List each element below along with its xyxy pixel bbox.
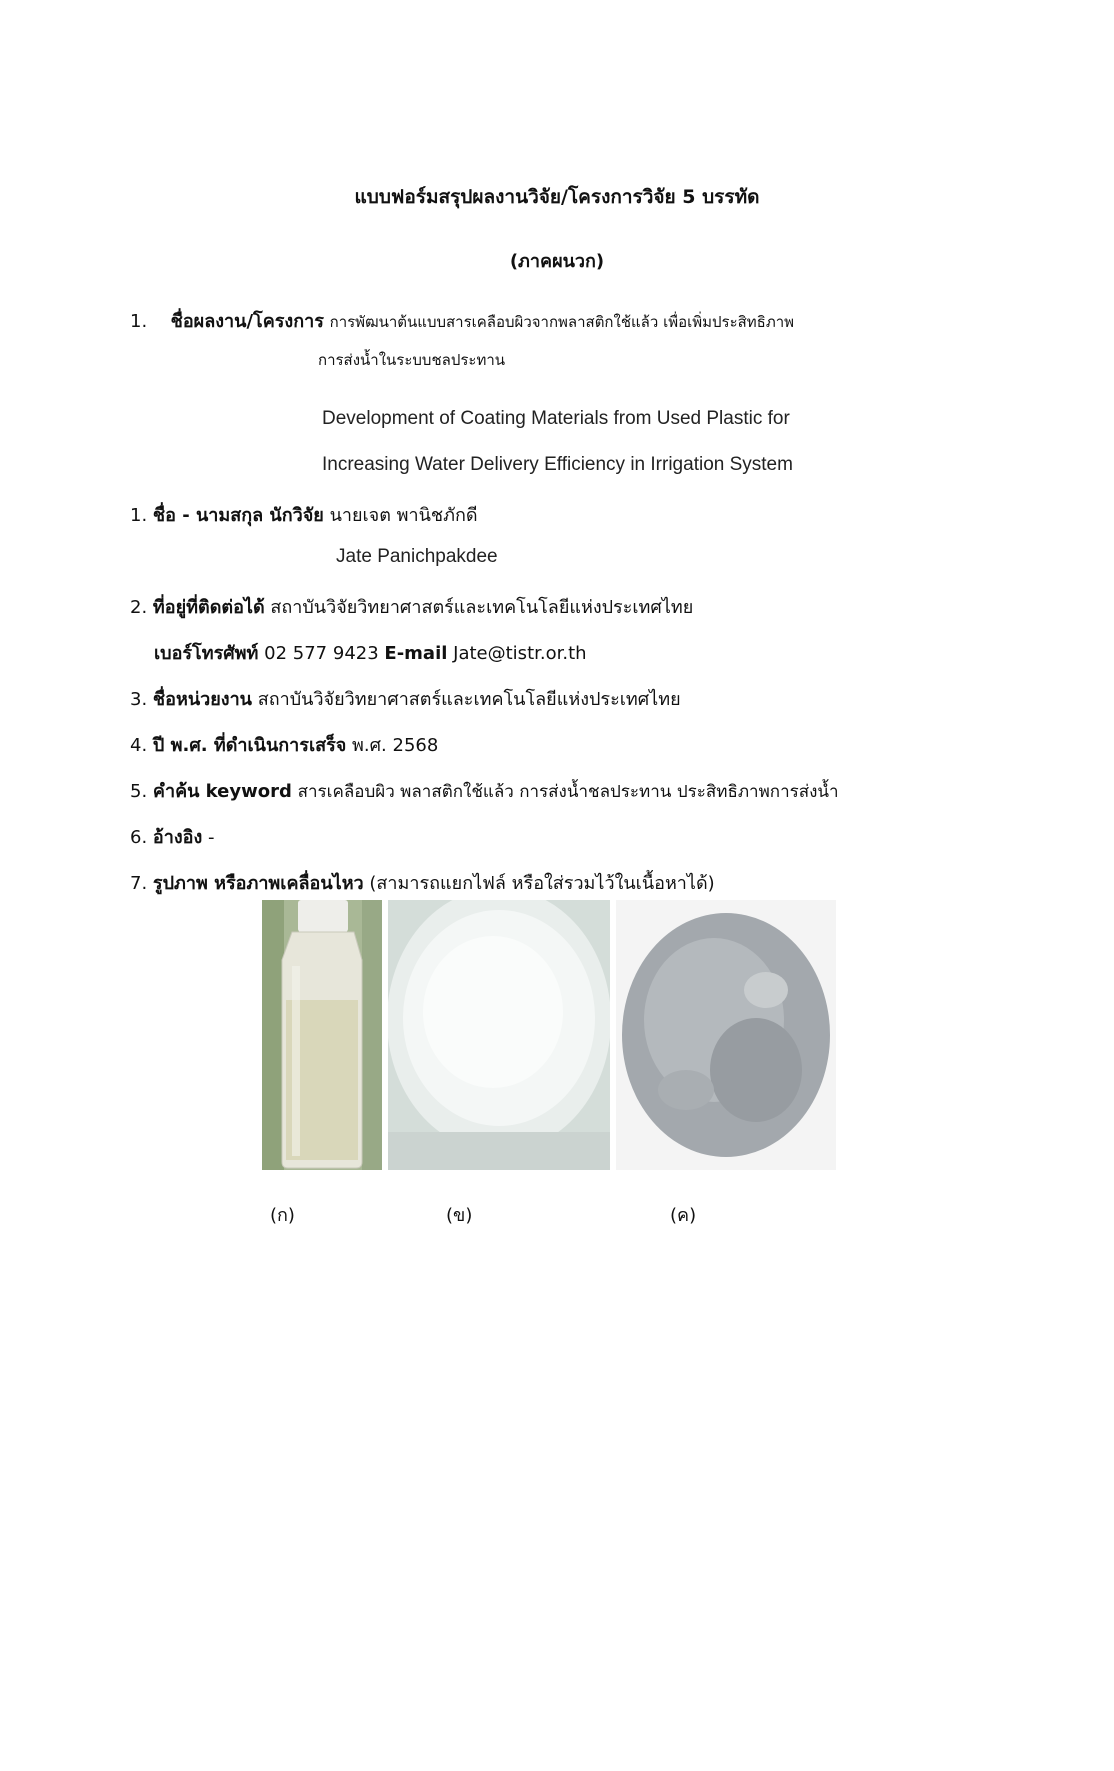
year-row bbox=[130, 730, 438, 759]
address-row bbox=[130, 592, 693, 621]
caption-a: (ก) bbox=[270, 1205, 295, 1226]
address-num: 2. bbox=[130, 597, 148, 618]
keyword-label: คำค้น keyword bbox=[152, 781, 292, 802]
project-num: 1. bbox=[130, 311, 148, 332]
address-value: สถาบันวิจัยวิทยาศาสตร์และเทคโนโลยีแห่งประเทศไทย bbox=[270, 597, 694, 618]
reference-num: 6. bbox=[130, 827, 148, 848]
images-note: (สามารถแยกไฟล์ หรือใส่รวมไว้ในเนื้อหาได้) bbox=[369, 873, 715, 894]
project-value-th-1: การพัฒนาต้นแบบสารเคลือบผิวจากพลาสติกใช้แล้ว เพื่อเพิ่มประสิทธิภาพ bbox=[329, 313, 795, 331]
email-label: E-mail bbox=[384, 643, 448, 664]
keyword-num: 5. bbox=[130, 781, 148, 802]
keyword-value: สารเคลือบผิว พลาสติกใช้แล้ว การส่งน้ำชลประทาน ประสิทธิภาพการส่งน้ำ bbox=[297, 782, 839, 802]
year-num: 4. bbox=[130, 735, 148, 756]
project-row bbox=[130, 306, 794, 335]
photo-bottle bbox=[262, 900, 382, 1170]
white-powder-illustration bbox=[388, 900, 610, 1170]
researcher-value-en: Jate Panichpakdee bbox=[336, 546, 498, 567]
caption-c: (ค) bbox=[670, 1205, 697, 1226]
reference-row bbox=[130, 822, 214, 851]
photo-grey-powder bbox=[616, 900, 836, 1170]
year-label: ปี พ.ศ. ที่ดำเนินการเสร็จ bbox=[152, 735, 347, 756]
researcher-num: 1. bbox=[130, 505, 148, 526]
researcher-label: ชื่อ - นามสกุล นักวิจัย bbox=[152, 505, 324, 526]
agency-label: ชื่อหน่วยงาน bbox=[152, 689, 252, 710]
project-value-en-1: Development of Coating Materials from Used Plastic for bbox=[322, 408, 790, 429]
page-title: แบบฟอร์มสรุปผลงานวิจัย/โครงการวิจัย 5 บรรทัด bbox=[354, 186, 760, 208]
agency-num: 3. bbox=[130, 689, 148, 710]
project-value-th-2: การส่งน้ำในระบบชลประทาน bbox=[318, 351, 506, 369]
project-value-en-2: Increasing Water Delivery Efficiency in Irrigation System bbox=[322, 454, 793, 475]
project-label: ชื่อผลงาน/โครงการ bbox=[170, 311, 324, 332]
images-num: 7. bbox=[130, 873, 148, 894]
keyword-row bbox=[130, 776, 839, 805]
contact-row bbox=[154, 638, 587, 667]
phone-value: 02 577 9423 bbox=[264, 643, 379, 664]
reference-label: อ้างอิง bbox=[152, 827, 203, 848]
researcher-value-th: นายเจต พานิชภักดี bbox=[329, 505, 478, 526]
photo-white-powder bbox=[388, 900, 610, 1170]
agency-value: สถาบันวิจัยวิทยาศาสตร์และเทคโนโลยีแห่งประเทศไทย bbox=[257, 689, 681, 710]
bottle-illustration bbox=[262, 900, 382, 1170]
year-value: พ.ศ. 2568 bbox=[352, 735, 439, 756]
page-subtitle: (ภาคผนวก) bbox=[509, 251, 605, 272]
agency-row bbox=[130, 684, 681, 713]
email-value: Jate@tistr.or.th bbox=[453, 643, 587, 664]
caption-b: (ข) bbox=[446, 1205, 473, 1226]
reference-value: - bbox=[207, 827, 215, 848]
phone-label: เบอร์โทรศัพท์ bbox=[154, 643, 259, 664]
images-label: รูปภาพ หรือภาพเคลื่อนไหว bbox=[152, 873, 364, 894]
grey-powder-illustration bbox=[616, 900, 836, 1170]
researcher-row bbox=[130, 500, 478, 529]
address-label: ที่อยู่ที่ติดต่อได้ bbox=[152, 597, 265, 618]
images-row bbox=[130, 868, 715, 897]
